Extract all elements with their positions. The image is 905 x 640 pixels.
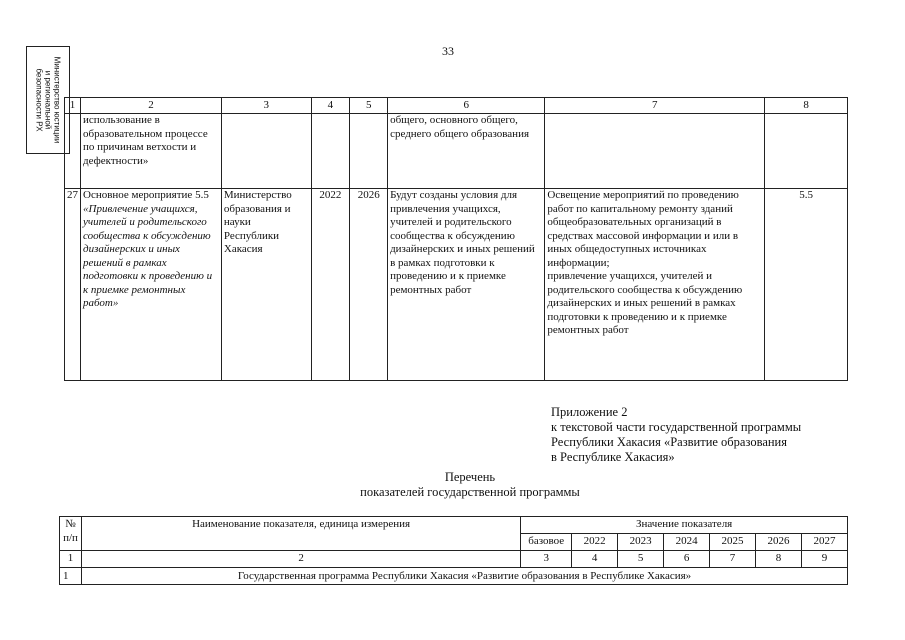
appendix-line: Приложение 2: [551, 405, 628, 419]
page-number: 33: [442, 44, 454, 58]
column-number: 4: [311, 98, 350, 114]
section-reference: 5.5: [765, 189, 848, 381]
column-number: 9: [801, 551, 847, 568]
table-row: [60, 568, 848, 585]
activity-links: [545, 189, 765, 381]
activity-name: [81, 189, 222, 381]
list-title-line: Перечень: [444, 470, 496, 484]
row-number: [65, 114, 81, 189]
stamp-text: [35, 48, 62, 152]
indicators-table: [59, 516, 848, 585]
value-column-header: 2022: [572, 534, 618, 551]
start-year: [311, 114, 350, 189]
value-column-header: базовое: [521, 534, 572, 551]
value-column-header: 2027: [801, 534, 847, 551]
column-number: 1: [60, 551, 82, 568]
column-number: 5: [350, 98, 388, 114]
end-year: 2026: [350, 189, 388, 381]
table-row: [65, 189, 848, 381]
activities-table: [64, 97, 848, 381]
links-paragraph: привлечение учащихся, учителей и родительского сообщества к обсуждению дизайнерских и иных решений в рамках подготовки к проведению и к приемке ремонтных работ: [547, 270, 743, 336]
column-numbers-row: [60, 551, 848, 568]
activity-links: [545, 114, 765, 189]
column-number: 7: [710, 551, 756, 568]
appendix-line: к текстовой части государственной программы: [551, 420, 802, 434]
stamp-line: безопасности РХ: [34, 68, 44, 132]
executor: Министерство образования и науки Республики Хакасия: [221, 189, 311, 381]
appendix-line: Республики Хакасия «Развитие образования: [551, 435, 787, 449]
expected-result: Будут созданы условия для привлечения учащихся, учителей и родительского сообщества к обсуждению дизайнерских и иных решений в рамках подготовки к проведению и к приемке ремонтных работ: [388, 189, 545, 381]
value-column-header: 2026: [756, 534, 802, 551]
section-reference: [765, 114, 848, 189]
expected-result: общего, основного общего, среднего общего образования: [388, 114, 545, 189]
activity-name: использование в образовательном процессе по причинам ветхости и дефектности»: [81, 114, 222, 189]
indicator-name-header: Наименование показателя, единица измерения: [81, 517, 520, 551]
table-header-row: [65, 98, 848, 114]
column-number: 1: [65, 98, 81, 114]
program-name: Государственная программа Республики Хакасия «Развитие образования в Республике Хакасия»: [81, 568, 847, 585]
column-number: 3: [221, 98, 311, 114]
stamp-line: Министерство юстиции: [52, 56, 62, 144]
column-number: 3: [521, 551, 572, 568]
column-number: 2: [81, 551, 520, 568]
column-number: 4: [572, 551, 618, 568]
activity-title: Основное мероприятие 5.5: [83, 189, 209, 201]
column-number: 7: [545, 98, 765, 114]
value-column-header: 2025: [710, 534, 756, 551]
column-number: 2: [81, 98, 222, 114]
column-number: 6: [388, 98, 545, 114]
row-number: 1: [60, 568, 82, 585]
column-number: 6: [664, 551, 710, 568]
value-column-header: 2023: [618, 534, 664, 551]
stamp-line: и региональной: [43, 70, 53, 130]
table-row: [65, 114, 848, 189]
number-header: № п/п: [60, 517, 82, 551]
row-number: 27: [65, 189, 81, 381]
start-year: 2022: [311, 189, 350, 381]
list-title-line: показателей государственной программы: [360, 485, 580, 499]
column-number: 5: [618, 551, 664, 568]
column-number: 8: [756, 551, 802, 568]
end-year: [350, 114, 388, 189]
activity-description: «Привлечение учащихся, учителей и родительского сообщества к обсуждению дизайнерских и иных решений в рамках подготовки к проведению и к приемке ремонтных работ»: [83, 202, 213, 309]
appendix-heading: [551, 405, 801, 465]
value-column-header: 2024: [664, 534, 710, 551]
list-title: [300, 470, 640, 500]
column-number: 8: [765, 98, 848, 114]
executor: [221, 114, 311, 189]
table-header-row: [60, 517, 848, 534]
links-paragraph: Освещение мероприятий по проведению работ по капитальному ремонту зданий общеобразовательных организаций в средствах массовой информации и или в иных общедоступных источниках информации;: [547, 189, 739, 269]
indicator-value-header: Значение показателя: [521, 517, 848, 534]
appendix-line: в Республике Хакасия»: [551, 450, 675, 464]
